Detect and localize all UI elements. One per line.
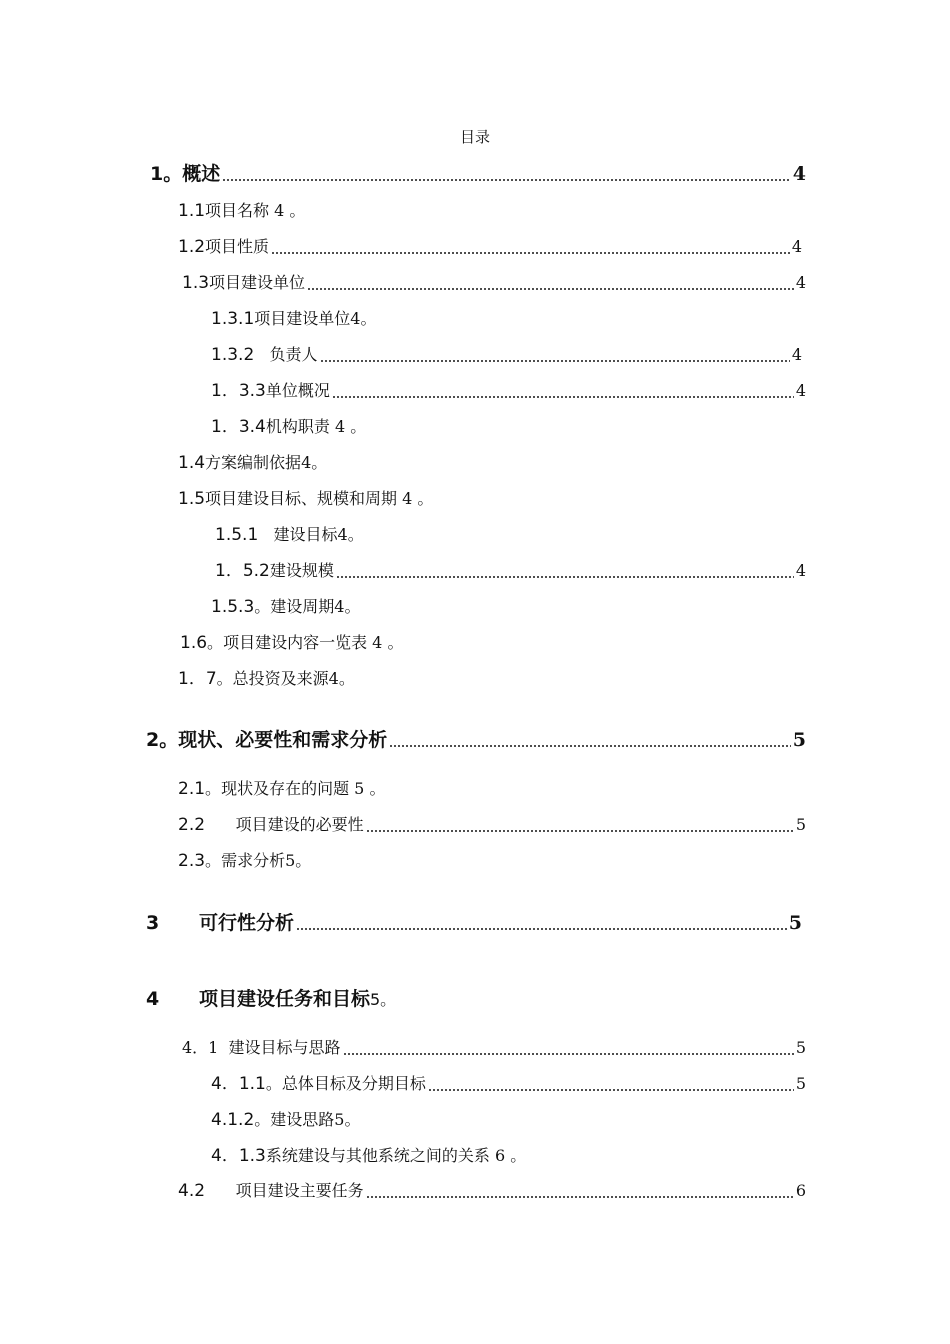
entry-page: 4。 — [337, 525, 364, 544]
entry-page: 4 — [791, 345, 802, 364]
entry-label: 项目性质 — [205, 237, 270, 256]
entry-page: 4 — [791, 237, 802, 256]
entry-label: 总投资及来源 — [232, 669, 329, 688]
entry-label: 建设周期 — [270, 597, 335, 616]
entry-label: 总体目标及分期目标 — [281, 1074, 426, 1093]
entry-label: 概述 — [182, 163, 221, 185]
entry-page: 5。 — [369, 990, 397, 1009]
entry-number: 1.3.1 — [211, 309, 255, 329]
entry-number: 4 — [146, 988, 160, 1010]
entry-page: 4 — [795, 381, 806, 400]
entry-number: 2.2 — [178, 815, 206, 835]
toc-entry-1-5[interactable] — [178, 484, 578, 514]
entry-number: 2.3 — [178, 851, 206, 871]
entry-label: 项目建设主要任务 — [235, 1181, 364, 1200]
toc-entry-2-3[interactable] — [178, 846, 578, 876]
entry-label: 项目建设的必要性 — [235, 815, 364, 834]
entry-label: 需求分析 — [221, 851, 286, 870]
entry-number: 4．1.1 — [211, 1074, 266, 1094]
entry-page: 4。 — [301, 453, 328, 472]
entry-page: 6 。 — [494, 1146, 527, 1165]
entry-label: 建设思路 — [270, 1110, 335, 1129]
entry-separator — [159, 984, 199, 1014]
toc-entry-1-5-2[interactable] — [215, 556, 806, 586]
toc-entry-1-3-2[interactable] — [211, 340, 802, 370]
dot-leader — [296, 927, 787, 931]
toc-entry-1-3-1[interactable] — [211, 304, 611, 334]
toc-entry-1-5-1[interactable] — [215, 520, 615, 550]
entry-label: 建设目标与思路 — [228, 1038, 341, 1057]
entry-number: 1.5 — [178, 489, 206, 509]
entry-label: 系统建设与其他系统之间的关系 — [265, 1146, 490, 1165]
dot-leader — [332, 395, 794, 399]
entry-page: 4 — [792, 163, 806, 185]
toc-entry-1-7[interactable] — [178, 664, 578, 694]
toc-entry-1-3-4[interactable] — [211, 412, 611, 442]
entry-page: 4 。 — [274, 201, 306, 220]
entry-page: 5 — [795, 1038, 806, 1057]
toc-entry-1-6[interactable] — [180, 628, 580, 658]
entry-separator: 。 — [254, 597, 271, 616]
entry-number: 2.1 — [178, 779, 206, 799]
dot-leader — [271, 251, 790, 255]
entry-number: 1 — [150, 163, 164, 185]
entry-number: 1.3 — [182, 273, 210, 293]
entry-label: 建设规模 — [269, 561, 334, 580]
entry-page: 5 — [788, 912, 802, 934]
entry-number: 1．5.2 — [215, 561, 270, 581]
entry-page: 5 — [792, 729, 806, 751]
entry-number: 1.2 — [178, 237, 206, 257]
entry-number: 4.2 — [178, 1181, 206, 1201]
entry-label: 项目建设单位 — [254, 309, 351, 328]
toc-entry-4-1-1[interactable] — [211, 1069, 806, 1099]
entry-page: 5 。 — [354, 779, 386, 798]
entry-page: 5 — [795, 815, 806, 834]
entry-number: 3 — [146, 912, 160, 934]
entry-page: 4。 — [350, 309, 377, 328]
entry-separator: 。 — [207, 633, 224, 652]
entry-number: 1．3.4 — [211, 417, 266, 437]
toc-entry-2[interactable] — [146, 725, 806, 755]
dot-leader — [389, 744, 791, 748]
entry-separator: 。 — [254, 1110, 271, 1129]
dot-leader — [428, 1088, 794, 1092]
entry-label: 项目建设目标、规模和周期 — [205, 489, 398, 508]
toc-entry-1-3-3[interactable] — [211, 376, 806, 406]
entry-number: 2 — [146, 729, 160, 751]
entry-number: 1.5.3 — [211, 597, 255, 617]
entry-page: 4 — [795, 561, 806, 580]
entry-number: 1.4 — [178, 453, 206, 473]
entry-label: 项目建设任务和目标 — [198, 988, 370, 1010]
entry-label: 可行性分析 — [198, 912, 294, 934]
toc-entry-1-5-3[interactable] — [211, 592, 611, 622]
entry-label: 机构职责 — [265, 417, 330, 436]
entry-separator: 。 — [163, 163, 183, 185]
entry-separator — [205, 810, 236, 840]
entry-number: 1.3.2 — [211, 345, 255, 365]
entry-number: 1．7 — [178, 669, 217, 689]
entry-number: 1.5.1 — [215, 525, 259, 545]
toc-entry-4[interactable] — [146, 984, 646, 1014]
entry-separator — [258, 520, 273, 550]
toc-entry-4-2[interactable] — [178, 1176, 806, 1206]
toc-entry-1-2[interactable] — [178, 232, 802, 262]
entry-number: 1.1 — [178, 201, 206, 221]
entry-page: 4 。 — [372, 633, 404, 652]
entry-separator: 。 — [205, 851, 222, 870]
toc-entry-1-3[interactable] — [182, 268, 806, 298]
entry-page: 4。 — [328, 669, 355, 688]
entry-number: 1．3.3 — [211, 381, 266, 401]
entry-label: 方案编制依据 — [205, 453, 302, 472]
entry-separator — [205, 1176, 236, 1206]
entry-separator: 。 — [205, 779, 222, 798]
entry-page: 4 — [795, 273, 806, 292]
toc-title: 目录 — [459, 128, 490, 146]
entry-label: 建设目标 — [273, 525, 338, 544]
entry-page: 4 。 — [402, 489, 434, 508]
entry-separator: 。 — [265, 1074, 282, 1093]
entry-page: 5 — [795, 1074, 806, 1093]
dot-leader — [222, 178, 791, 182]
entry-separator: 。 — [216, 669, 233, 688]
dot-leader — [366, 1195, 794, 1199]
entry-separator — [218, 1033, 228, 1063]
entry-number: 1.6 — [180, 633, 208, 653]
toc-entry-1[interactable] — [150, 159, 806, 189]
toc-entry-2-1[interactable] — [178, 774, 578, 804]
entry-label: 项目建设内容一览表 — [223, 633, 368, 652]
toc-entry-2-2[interactable] — [178, 810, 806, 840]
toc-entry-1-1[interactable] — [178, 196, 578, 226]
entry-page: 6 — [795, 1181, 806, 1200]
entry-separator — [159, 908, 199, 938]
entry-page: 4。 — [334, 597, 361, 616]
dot-leader — [343, 1052, 794, 1056]
entry-separator — [254, 340, 269, 370]
dot-leader — [320, 359, 790, 363]
toc-entry-4-1-2[interactable] — [211, 1105, 611, 1135]
entry-number: 4.1.2 — [211, 1110, 255, 1130]
dot-leader — [366, 829, 794, 833]
dot-leader — [307, 287, 794, 291]
dot-leader — [336, 575, 794, 579]
entry-label: 负责人 — [269, 345, 318, 364]
toc-entry-3[interactable] — [146, 908, 802, 938]
entry-label: 项目建设单位 — [209, 273, 306, 292]
entry-label: 单位概况 — [265, 381, 330, 400]
toc-entry-4-1[interactable] — [182, 1033, 806, 1063]
entry-number: 4．1.3 — [211, 1146, 266, 1166]
entry-label: 现状、必要性和需求分析 — [178, 729, 388, 751]
entry-label: 项目名称 — [205, 201, 270, 220]
entry-label: 现状及存在的问题 — [221, 779, 350, 798]
entry-page: 5。 — [285, 851, 312, 870]
entry-separator: 。 — [159, 729, 179, 751]
entry-page: 5。 — [334, 1110, 361, 1129]
entry-page: 4 。 — [334, 417, 367, 436]
toc-entry-4-1-3[interactable] — [211, 1141, 661, 1171]
toc-entry-1-4[interactable] — [178, 448, 578, 478]
entry-number: 4．1 — [182, 1038, 219, 1057]
